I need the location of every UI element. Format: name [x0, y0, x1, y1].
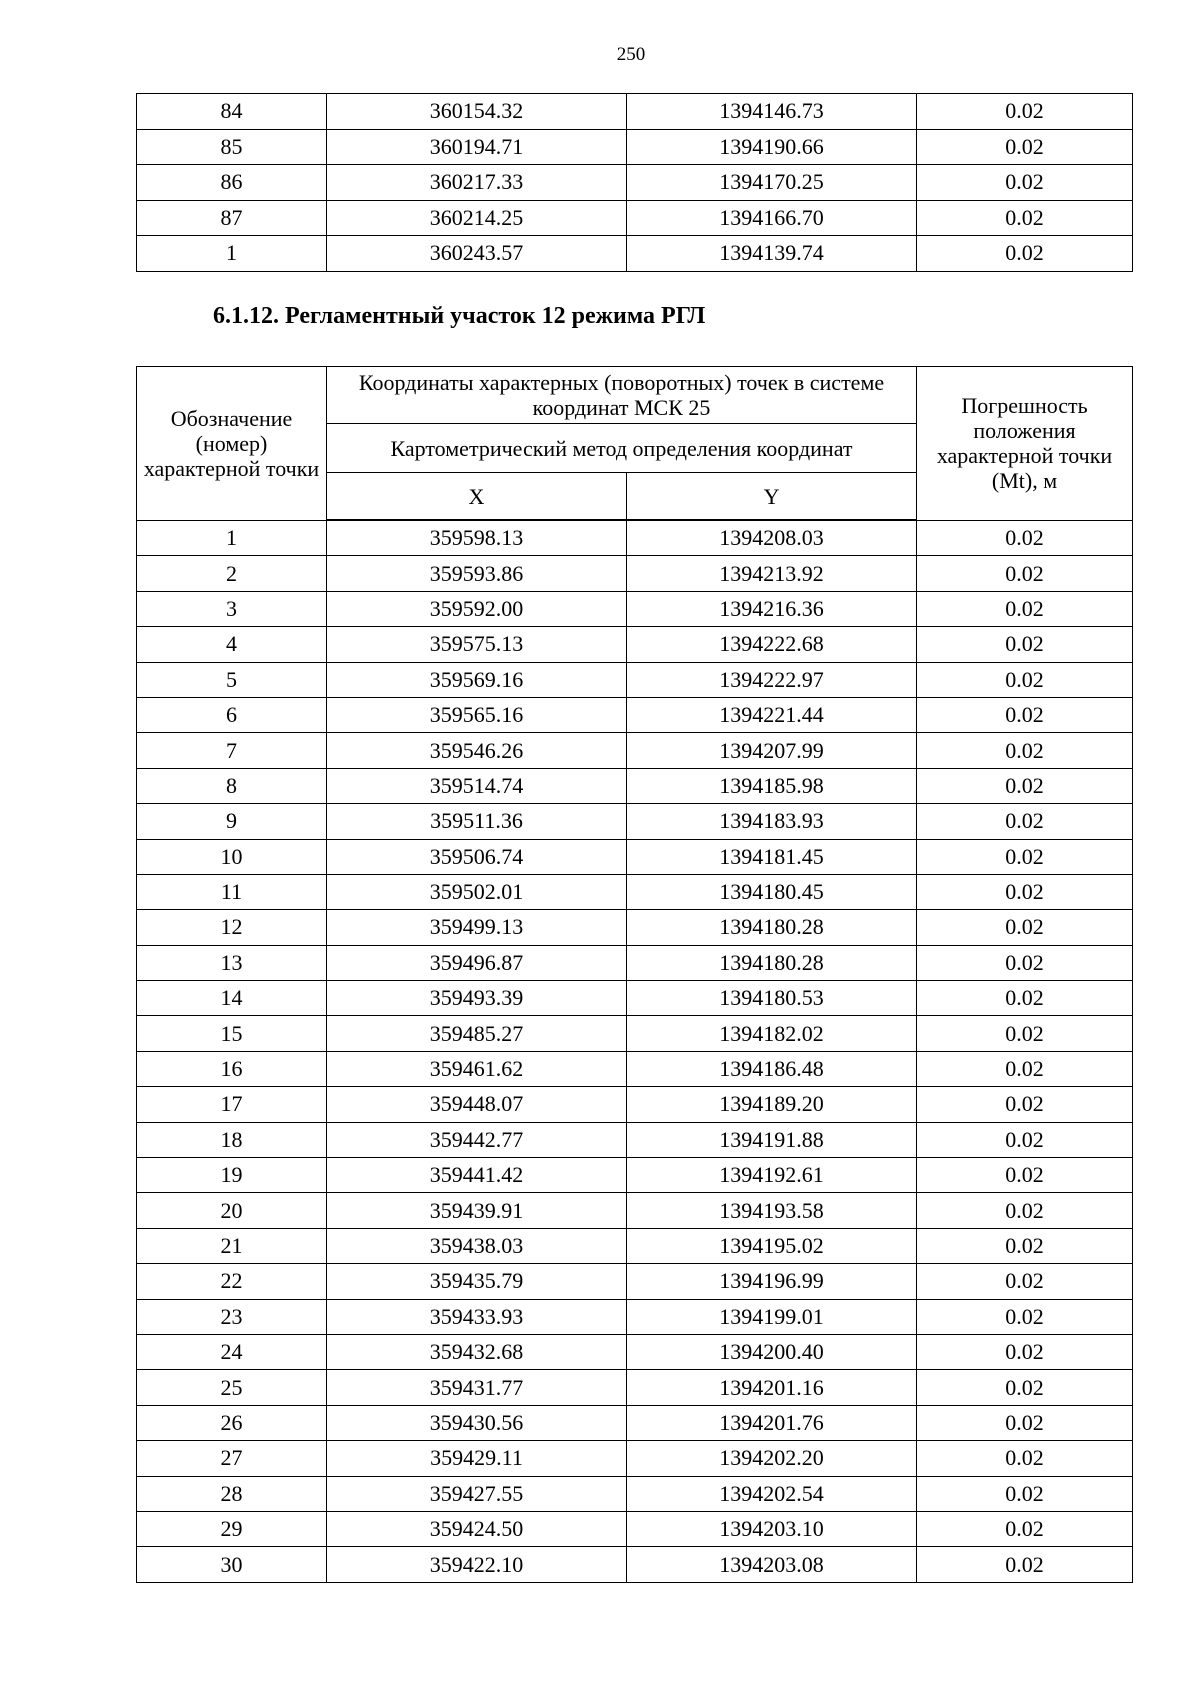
- x-coordinate-cell: 359593.86: [327, 556, 627, 591]
- point-number-cell: 17: [137, 1087, 327, 1122]
- table-row: [137, 733, 1133, 768]
- point-number-cell: 30: [137, 1547, 327, 1582]
- table-row: [137, 1158, 1133, 1193]
- y-coordinate-cell: 1394222.68: [627, 627, 917, 662]
- y-coordinate-cell: 1394166.70: [627, 200, 917, 236]
- table-row: [137, 1193, 1133, 1228]
- point-number-cell: 85: [137, 129, 327, 165]
- table-row: [137, 1299, 1133, 1334]
- error-cell: 0.02: [917, 1158, 1133, 1193]
- y-coordinate-cell: 1394186.48: [627, 1051, 917, 1086]
- point-number-cell: 18: [137, 1122, 327, 1157]
- point-number-cell: 6: [137, 697, 327, 732]
- error-cell: 0.02: [917, 768, 1133, 803]
- error-cell: 0.02: [917, 1511, 1133, 1546]
- y-coordinate-cell: 1394195.02: [627, 1228, 917, 1263]
- error-cell: 0.02: [917, 981, 1133, 1016]
- table-row: [137, 1334, 1133, 1369]
- table-row: [137, 165, 1133, 201]
- x-coordinate-cell: 359424.50: [327, 1511, 627, 1546]
- x-coordinate-cell: 360194.71: [327, 129, 627, 165]
- table-row: [137, 1264, 1133, 1299]
- table-row: [137, 94, 1133, 130]
- error-cell: 0.02: [917, 910, 1133, 945]
- table-row: [137, 1087, 1133, 1122]
- point-number-cell: 2: [137, 556, 327, 591]
- table-row: [137, 520, 1133, 556]
- table-row: [137, 662, 1133, 697]
- error-cell: 0.02: [917, 94, 1133, 130]
- page-number: 250: [616, 44, 646, 65]
- table-row: [137, 1228, 1133, 1263]
- point-number-cell: 26: [137, 1405, 327, 1440]
- x-coordinate-cell: 359439.91: [327, 1193, 627, 1228]
- x-coordinate-cell: 359592.00: [327, 591, 627, 626]
- x-coordinate-cell: 360217.33: [327, 165, 627, 201]
- section-title: 6.1.12. Регламентный участок 12 режима РГЛ: [213, 303, 706, 329]
- point-number-cell: 7: [137, 733, 327, 768]
- error-cell: 0.02: [917, 1122, 1133, 1157]
- x-coordinate-cell: 359485.27: [327, 1016, 627, 1051]
- x-coordinate-cell: 359431.77: [327, 1370, 627, 1405]
- error-cell: 0.02: [917, 662, 1133, 697]
- point-number-cell: 28: [137, 1476, 327, 1511]
- table-body: [137, 520, 1133, 1582]
- y-coordinate-cell: 1394203.08: [627, 1547, 917, 1582]
- table-row: [137, 874, 1133, 909]
- table-row: [137, 1122, 1133, 1157]
- x-coordinate-cell: 359422.10: [327, 1547, 627, 1582]
- error-cell: 0.02: [917, 1476, 1133, 1511]
- point-number-cell: 14: [137, 981, 327, 1016]
- y-coordinate-cell: 1394183.93: [627, 804, 917, 839]
- error-cell: 0.02: [917, 1547, 1133, 1582]
- y-coordinate-cell: 1394180.45: [627, 874, 917, 909]
- point-number-cell: 1: [137, 236, 327, 272]
- point-number-cell: 9: [137, 804, 327, 839]
- x-coordinate-cell: 359502.01: [327, 874, 627, 909]
- error-cell: 0.02: [917, 874, 1133, 909]
- point-number-cell: 86: [137, 165, 327, 201]
- table-row: [137, 804, 1133, 839]
- point-number-cell: 25: [137, 1370, 327, 1405]
- continued-coordinates-table: [136, 93, 1133, 272]
- error-cell: 0.02: [917, 236, 1133, 272]
- x-coordinate-cell: 359598.13: [327, 520, 627, 556]
- y-coordinate-cell: 1394201.16: [627, 1370, 917, 1405]
- error-cell: 0.02: [917, 200, 1133, 236]
- y-coordinate-cell: 1394185.98: [627, 768, 917, 803]
- y-coordinate-cell: 1394191.88: [627, 1122, 917, 1157]
- error-cell: 0.02: [917, 1087, 1133, 1122]
- x-coordinate-cell: 359499.13: [327, 910, 627, 945]
- error-cell: 0.02: [917, 1228, 1133, 1263]
- error-cell: 0.02: [917, 1016, 1133, 1051]
- table-row: [137, 1405, 1133, 1440]
- error-cell: 0.02: [917, 591, 1133, 626]
- point-number-cell: 21: [137, 1228, 327, 1263]
- y-coordinate-cell: 1394201.76: [627, 1405, 917, 1440]
- table-row: [137, 768, 1133, 803]
- y-coordinate-cell: 1394180.28: [627, 910, 917, 945]
- y-coordinate-cell: 1394221.44: [627, 697, 917, 732]
- error-cell: 0.02: [917, 1334, 1133, 1369]
- y-coordinate-cell: 1394213.92: [627, 556, 917, 591]
- table-row: [137, 1441, 1133, 1476]
- table-row: [137, 556, 1133, 591]
- point-number-cell: 19: [137, 1158, 327, 1193]
- error-cell: 0.02: [917, 1405, 1133, 1440]
- y-coordinate-cell: 1394180.53: [627, 981, 917, 1016]
- point-number-cell: 24: [137, 1334, 327, 1369]
- y-coordinate-cell: 1394182.02: [627, 1016, 917, 1051]
- coordinates-group-header: Координаты характерных (поворотных) точек в системе координат МСК 25: [327, 367, 917, 424]
- y-coordinate-cell: 1394139.74: [627, 236, 917, 272]
- error-header: Погрешность положения характерной точки (Mt), м: [917, 367, 1133, 521]
- x-coordinate-cell: 359430.56: [327, 1405, 627, 1440]
- x-coordinate-cell: 359546.26: [327, 733, 627, 768]
- y-coordinate-cell: 1394192.61: [627, 1158, 917, 1193]
- x-coordinate-cell: 359511.36: [327, 804, 627, 839]
- point-number-cell: 5: [137, 662, 327, 697]
- error-cell: 0.02: [917, 1193, 1133, 1228]
- error-cell: 0.02: [917, 520, 1133, 556]
- y-coordinate-cell: 1394216.36: [627, 591, 917, 626]
- point-number-cell: 12: [137, 910, 327, 945]
- x-coordinate-cell: 359506.74: [327, 839, 627, 874]
- table-row: [137, 1476, 1133, 1511]
- table-row: [137, 200, 1133, 236]
- x-coordinate-cell: 359569.16: [327, 662, 627, 697]
- coordinates-table: [136, 366, 1133, 1583]
- point-number-cell: 10: [137, 839, 327, 874]
- error-cell: 0.02: [917, 1370, 1133, 1405]
- error-cell: 0.02: [917, 839, 1133, 874]
- y-column-header: Y: [627, 473, 917, 521]
- point-number-cell: 22: [137, 1264, 327, 1299]
- y-coordinate-cell: 1394199.01: [627, 1299, 917, 1334]
- error-cell: 0.02: [917, 945, 1133, 980]
- x-coordinate-cell: 359565.16: [327, 697, 627, 732]
- table-row: [137, 1547, 1133, 1582]
- point-number-cell: 20: [137, 1193, 327, 1228]
- point-number-cell: 23: [137, 1299, 327, 1334]
- point-number-cell: 87: [137, 200, 327, 236]
- table-row: [137, 945, 1133, 980]
- table-row: [137, 236, 1133, 272]
- point-number-cell: 4: [137, 627, 327, 662]
- point-number-cell: 3: [137, 591, 327, 626]
- x-coordinate-cell: 360154.32: [327, 94, 627, 130]
- point-number-cell: 27: [137, 1441, 327, 1476]
- continued-table-body: [137, 94, 1133, 272]
- x-coordinate-cell: 359435.79: [327, 1264, 627, 1299]
- x-coordinate-cell: 359429.11: [327, 1441, 627, 1476]
- table-row: [137, 1370, 1133, 1405]
- error-cell: 0.02: [917, 1264, 1133, 1299]
- x-coordinate-cell: 359493.39: [327, 981, 627, 1016]
- error-cell: 0.02: [917, 556, 1133, 591]
- table-row: [137, 1016, 1133, 1051]
- x-coordinate-cell: 359496.87: [327, 945, 627, 980]
- table-row: [137, 627, 1133, 662]
- table-row: [137, 591, 1133, 626]
- point-number-cell: 16: [137, 1051, 327, 1086]
- point-number-cell: 1: [137, 520, 327, 556]
- error-cell: 0.02: [917, 697, 1133, 732]
- table-row: [137, 981, 1133, 1016]
- table-row: [137, 697, 1133, 732]
- error-cell: 0.02: [917, 804, 1133, 839]
- error-cell: 0.02: [917, 1441, 1133, 1476]
- table-row: [137, 129, 1133, 165]
- x-coordinate-cell: 359438.03: [327, 1228, 627, 1263]
- error-cell: 0.02: [917, 165, 1133, 201]
- x-column-header: X: [327, 473, 627, 521]
- point-number-cell: 11: [137, 874, 327, 909]
- point-number-cell: 8: [137, 768, 327, 803]
- y-coordinate-cell: 1394180.28: [627, 945, 917, 980]
- y-coordinate-cell: 1394202.20: [627, 1441, 917, 1476]
- y-coordinate-cell: 1394146.73: [627, 94, 917, 130]
- error-cell: 0.02: [917, 733, 1133, 768]
- x-coordinate-cell: 359461.62: [327, 1051, 627, 1086]
- y-coordinate-cell: 1394200.40: [627, 1334, 917, 1369]
- point-number-cell: 84: [137, 94, 327, 130]
- y-coordinate-cell: 1394208.03: [627, 520, 917, 556]
- x-coordinate-cell: 359448.07: [327, 1087, 627, 1122]
- x-coordinate-cell: 359441.42: [327, 1158, 627, 1193]
- y-coordinate-cell: 1394203.10: [627, 1511, 917, 1546]
- y-coordinate-cell: 1394196.99: [627, 1264, 917, 1299]
- error-cell: 0.02: [917, 1051, 1133, 1086]
- table-row: [137, 1051, 1133, 1086]
- x-coordinate-cell: 359442.77: [327, 1122, 627, 1157]
- point-number-cell: 29: [137, 1511, 327, 1546]
- x-coordinate-cell: 360243.57: [327, 236, 627, 272]
- table-row: [137, 1511, 1133, 1546]
- y-coordinate-cell: 1394193.58: [627, 1193, 917, 1228]
- x-coordinate-cell: 359427.55: [327, 1476, 627, 1511]
- x-coordinate-cell: 359433.93: [327, 1299, 627, 1334]
- x-coordinate-cell: 359432.68: [327, 1334, 627, 1369]
- table-row: [137, 839, 1133, 874]
- x-coordinate-cell: 359575.13: [327, 627, 627, 662]
- point-designation-header: Обозначение (номер) характерной точки: [137, 367, 327, 521]
- y-coordinate-cell: 1394190.66: [627, 129, 917, 165]
- point-number-cell: 13: [137, 945, 327, 980]
- method-header: Картометрический метод определения координат: [327, 424, 917, 473]
- table-row: [137, 910, 1133, 945]
- x-coordinate-cell: 360214.25: [327, 200, 627, 236]
- point-number-cell: 15: [137, 1016, 327, 1051]
- y-coordinate-cell: 1394181.45: [627, 839, 917, 874]
- y-coordinate-cell: 1394207.99: [627, 733, 917, 768]
- y-coordinate-cell: 1394170.25: [627, 165, 917, 201]
- error-cell: 0.02: [917, 627, 1133, 662]
- y-coordinate-cell: 1394189.20: [627, 1087, 917, 1122]
- y-coordinate-cell: 1394202.54: [627, 1476, 917, 1511]
- x-coordinate-cell: 359514.74: [327, 768, 627, 803]
- error-cell: 0.02: [917, 1299, 1133, 1334]
- y-coordinate-cell: 1394222.97: [627, 662, 917, 697]
- table-header: [137, 367, 1133, 521]
- error-cell: 0.02: [917, 129, 1133, 165]
